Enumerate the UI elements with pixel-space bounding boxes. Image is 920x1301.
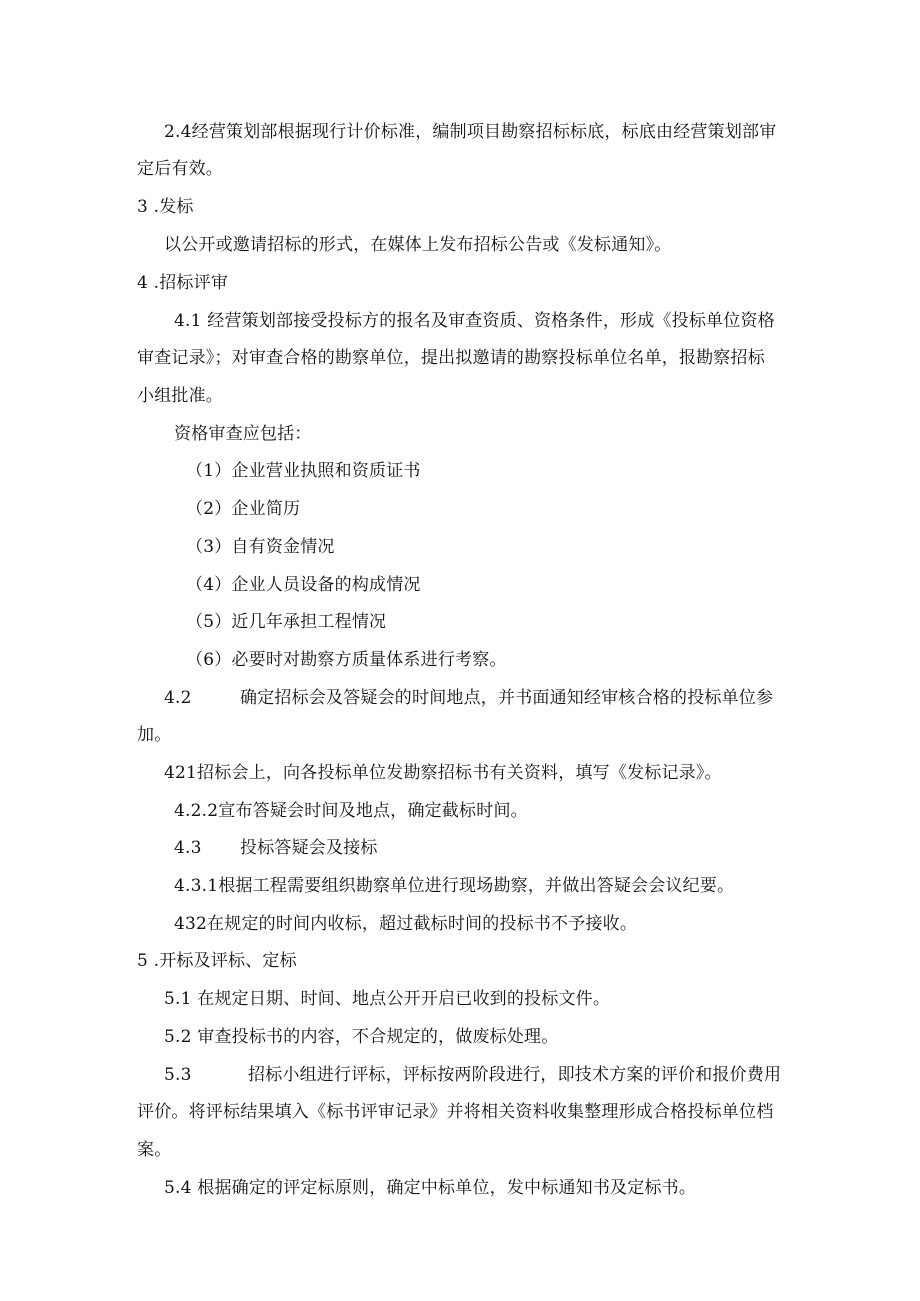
paragraph-4-3-title: 投标答疑会及接标: [240, 838, 378, 858]
paragraph-4-3-2: 432在规定的时间内收标，超过截标时间的投标书不予接收。: [174, 914, 638, 934]
paragraph-5-3-number: 5.3: [164, 1065, 192, 1085]
paragraph-4-2-1: 421招标会上，向各投标单位发勘察招标书有关资料，填写《发标记录》。: [164, 763, 722, 783]
paragraph-5-1: 5.1 在规定日期、时间、地点公开开启已收到的投标文件。: [164, 989, 611, 1009]
paragraph-4-3-1: 4.3.1根据工程需要组织勘察单位进行现场勘察，并做出答疑会会议纪要。: [174, 876, 735, 896]
paragraph-5-3-line-3: 案。: [137, 1140, 172, 1160]
paragraph-2-4-line-2: 定后有效。: [137, 159, 223, 179]
qualification-intro: 资格审查应包括：: [174, 424, 312, 444]
section-heading-3: 3 .发标: [137, 197, 194, 217]
paragraph-4-1-line-1: 4.1 经营策划部接受投标方的报名及审查资质、资格条件，形成《投标单位资格: [174, 311, 775, 331]
list-item-4: （4）企业人员设备的构成情况: [186, 575, 421, 595]
list-item-5: （5）近几年承担工程情况: [186, 612, 387, 632]
list-item-1: （1）企业营业执照和资质证书: [186, 461, 421, 481]
list-item-3: （3）自有资金情况: [186, 537, 335, 557]
paragraph-3-body: 以公开或邀请招标的形式，在媒体上发布招标公告或《发标通知》。: [164, 235, 672, 255]
paragraph-4-2-line-2: 加。: [137, 725, 172, 745]
paragraph-2-4-line-1: 2.4经营策划部根据现行计价标准，编制项目勘察招标标底，标底由经营策划部审: [164, 122, 777, 142]
section-heading-4: 4 .招标评审: [137, 273, 229, 293]
paragraph-5-3-line-1: 招标小组进行评标，评标按两阶段进行，即技术方案的评价和报价费用: [248, 1065, 782, 1085]
paragraph-4-1-line-3: 小组批准。: [137, 386, 223, 406]
paragraph-4-1-line-2: 审查记录》；对审查合格的勘察单位，提出拟邀请的勘察投标单位名单，报勘察招标: [137, 348, 765, 368]
list-item-6: （6）必要时对勘察方质量体系进行考察。: [186, 650, 507, 670]
paragraph-5-4: 5.4 根据确定的评定标原则，确定中标单位，发中标通知书及定标书。: [164, 1178, 697, 1198]
paragraph-4-2-2: 4.2.2宣布答疑会时间及地点，确定截标时间。: [174, 801, 528, 821]
section-heading-5: 5 .开标及评标、定标: [137, 951, 297, 971]
paragraph-4-2-number: 4.2: [164, 688, 192, 708]
paragraph-5-2: 5.2 审查投标书的内容，不合规定的，做废标处理。: [164, 1027, 559, 1047]
paragraph-5-3-line-2: 评价。将评标结果填入《标书评审记录》并将相关资料收集整理形成合格投标单位档: [137, 1102, 774, 1122]
list-item-2: （2）企业简历: [186, 499, 301, 519]
paragraph-4-2-line-1: 确定招标会及答疑会的时间地点，并书面通知经审核合格的投标单位参: [240, 688, 774, 708]
paragraph-4-3-number: 4.3: [174, 838, 202, 858]
